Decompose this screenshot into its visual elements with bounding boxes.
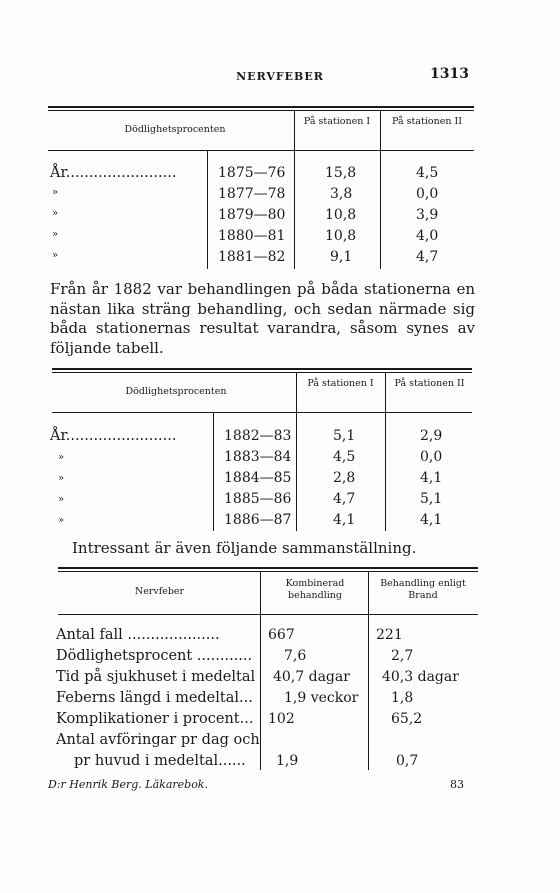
t1-years: 1875—76 — [218, 165, 286, 181]
running-head-title: NERVFEBER — [236, 70, 324, 83]
t3-header-col-3: Behandling enligt Brand — [380, 578, 466, 601]
t3-row-label: Antal avföringar pr dag och — [56, 732, 260, 748]
t3-header-col-1: Nervfeber — [134, 586, 185, 597]
t2-ditto-mark: » — [58, 473, 65, 484]
t2-header-col-1: Dödlighetsprocenten — [125, 386, 227, 397]
t1-value-station-1: 3,8 — [330, 186, 353, 202]
t3-header-col-2: Kombinerad behandling — [285, 578, 345, 601]
t2-row-label: År........................ — [50, 428, 177, 444]
t2-value-station-1: 5,1 — [333, 428, 356, 444]
t3-row-label: pr huvud i medeltal...... — [74, 753, 246, 769]
t1-years: 1879—80 — [218, 207, 286, 223]
footer-signature-mark: 83 — [450, 778, 464, 791]
t3-value-combined: 667 — [268, 627, 295, 643]
t2-years: 1885—86 — [224, 491, 292, 507]
t2-value-station-2: 4,1 — [420, 470, 443, 486]
t1-header-col-3: På stationen II — [392, 116, 462, 127]
t1-value-station-1: 10,8 — [325, 207, 357, 223]
t2-ditto-mark: » — [58, 494, 65, 505]
t2-value-station-2: 5,1 — [420, 491, 443, 507]
t3-value-combined: 40,7 dagar — [273, 669, 350, 685]
t2-value-station-2: 0,0 — [420, 449, 443, 465]
t1-ditto-mark: » — [52, 250, 59, 261]
t1-value-station-1: 10,8 — [325, 228, 357, 244]
t2-years: 1884—85 — [224, 470, 292, 486]
t2-value-station-1: 4,1 — [333, 512, 356, 528]
t3-row-label: Feberns längd i medeltal... — [56, 690, 253, 706]
t2-value-station-1: 4,7 — [333, 491, 356, 507]
t3-row-label: Antal fall .................... — [56, 627, 220, 643]
t1-value-station-2: 4,7 — [416, 249, 439, 265]
t3-value-brand: 221 — [376, 627, 403, 643]
t1-ditto-mark: » — [52, 187, 59, 198]
page-number: 1313 — [430, 66, 469, 82]
t2-years: 1886—87 — [224, 512, 292, 528]
t3-row-label: Dödlighetsprocent ............ — [56, 648, 253, 664]
t1-ditto-mark: » — [52, 208, 59, 219]
t1-row-label: År........................ — [50, 165, 177, 181]
t1-header-col-2: På stationen I — [303, 116, 371, 127]
t2-header-col-3: På stationen II — [394, 378, 465, 389]
t1-value-station-1: 9,1 — [330, 249, 353, 265]
t1-value-station-2: 0,0 — [416, 186, 439, 202]
t1-value-station-2: 4,5 — [416, 165, 439, 181]
t1-value-station-1: 15,8 — [325, 165, 357, 181]
t2-years: 1882—83 — [224, 428, 292, 444]
t1-header-col-1: Dödlighetsprocenten — [124, 124, 226, 135]
t3-value-combined: 102 — [268, 711, 295, 727]
t3-value-combined: 1,9 — [276, 753, 299, 769]
t2-header-col-2: På stationen I — [307, 378, 374, 389]
t1-years: 1880—81 — [218, 228, 286, 244]
t1-years: 1877—78 — [218, 186, 286, 202]
t3-value-brand: 0,7 — [396, 753, 419, 769]
t2-ditto-mark: » — [58, 452, 65, 463]
t2-years: 1883—84 — [224, 449, 292, 465]
t3-value-brand: 40,3 dagar — [382, 669, 459, 685]
t1-value-station-2: 4,0 — [416, 228, 439, 244]
body-paragraph-1: Från år 1882 var behandlingen på båda stationerna en nästan lika sträng behandling, och sedan närmade sig båda stationernas resultat varandra, såsom synes av följande tabell. — [50, 280, 475, 357]
t3-value-brand: 65,2 — [391, 711, 423, 727]
t2-value-station-2: 4,1 — [420, 512, 443, 528]
footer-source: D:r Henrik Berg. Läkarebok. — [48, 778, 208, 791]
t1-value-station-2: 3,9 — [416, 207, 439, 223]
t1-years: 1881—82 — [218, 249, 286, 265]
t1-ditto-mark: » — [52, 229, 59, 240]
t2-value-station-1: 2,8 — [333, 470, 356, 486]
t3-value-combined: 1,9 veckor — [284, 690, 359, 706]
t3-row-label: Komplikationer i procent... — [56, 711, 254, 727]
t2-value-station-2: 2,9 — [420, 428, 443, 444]
t2-value-station-1: 4,5 — [333, 449, 356, 465]
t3-value-brand: 2,7 — [391, 648, 414, 664]
body-paragraph-2: Intressant är även följande sammanställning. — [72, 539, 417, 557]
t2-ditto-mark: » — [58, 515, 65, 526]
t3-row-label: Tid på sjukhuset i medeltal — [56, 669, 256, 685]
t3-value-brand: 1,8 — [391, 690, 414, 706]
t3-value-combined: 7,6 — [284, 648, 307, 664]
